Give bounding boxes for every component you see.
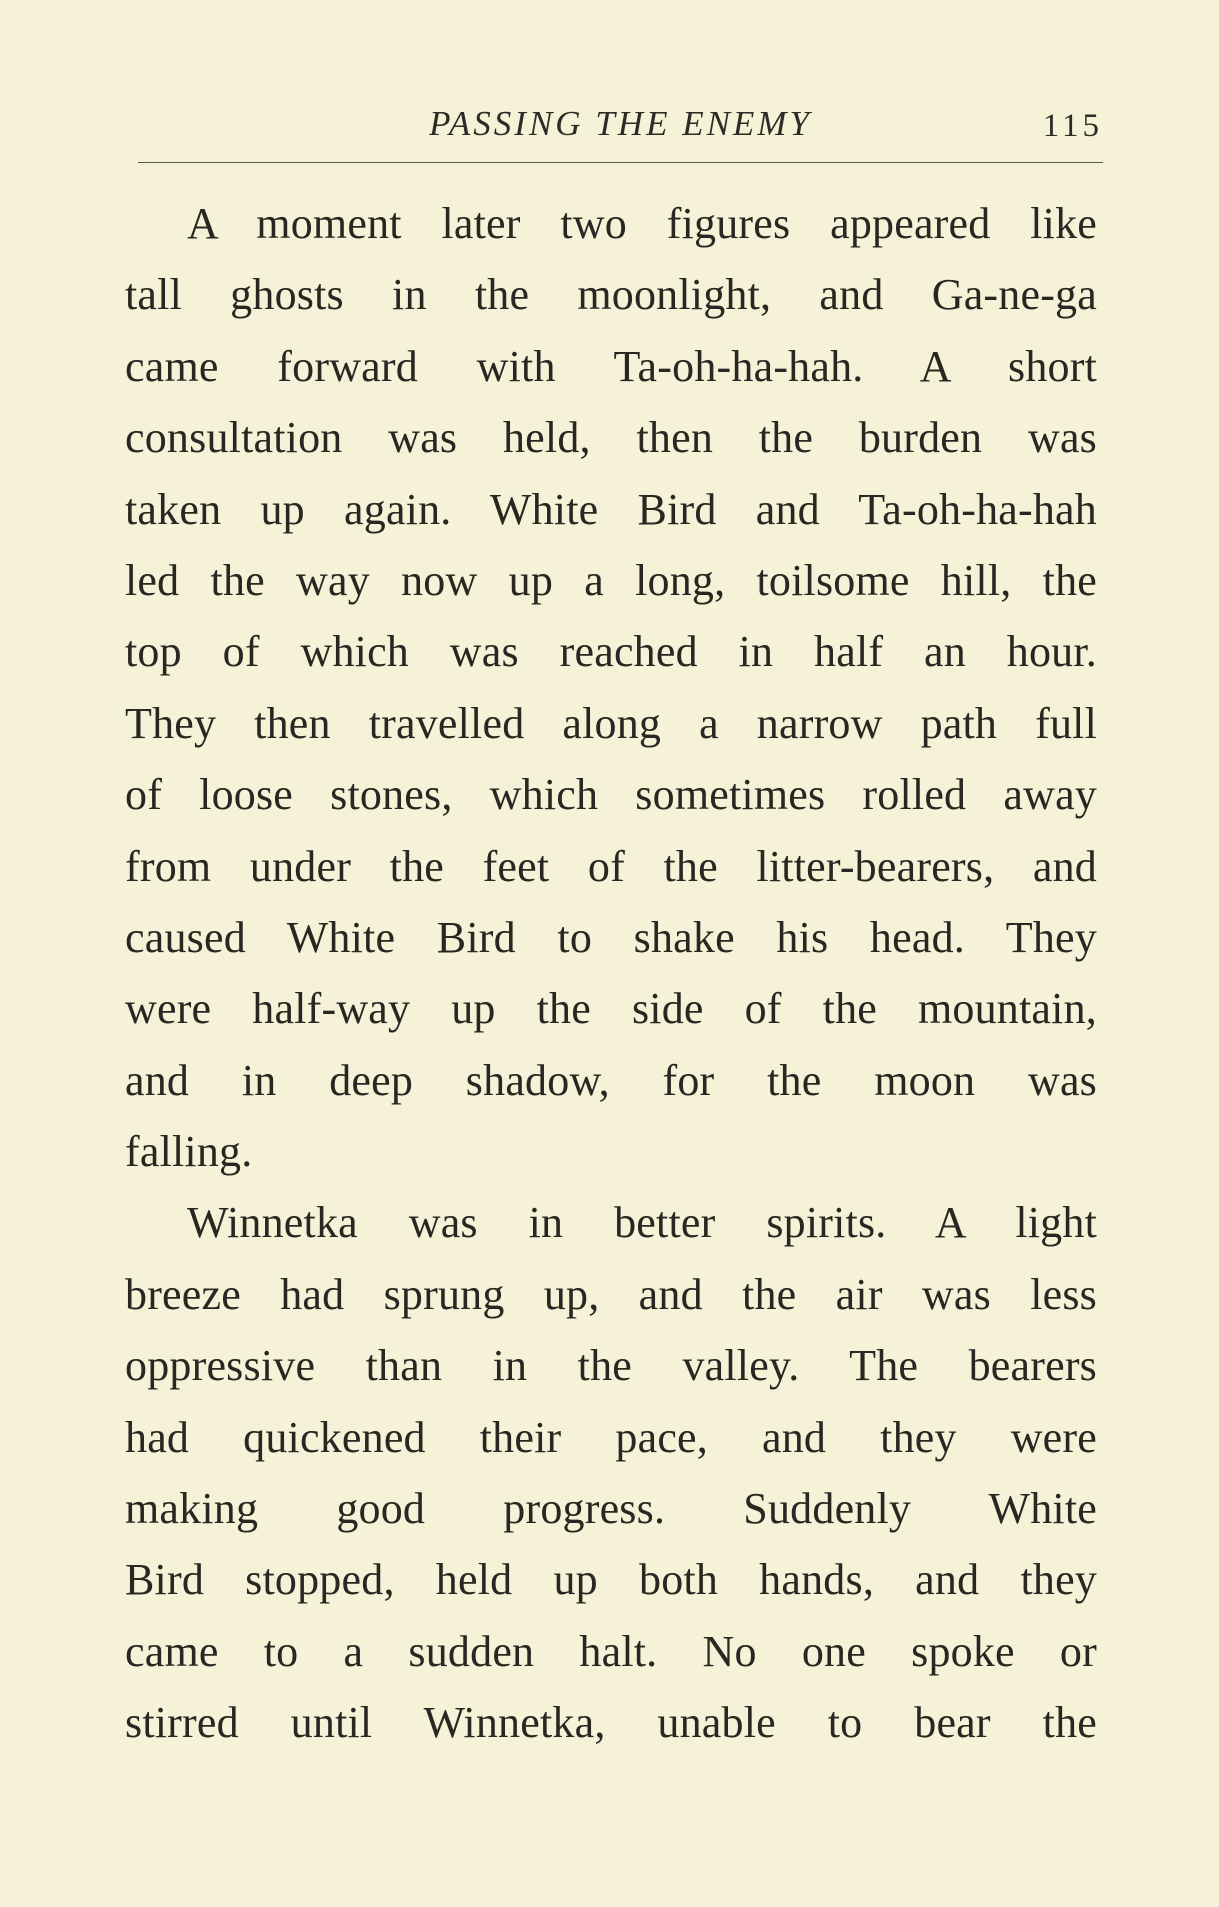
text-line: caused White Bird to shake his head. They [125, 912, 1097, 962]
text-line: Bird stopped, held up both hands, and they [125, 1555, 1097, 1605]
body-text [125, 188, 1097, 1759]
text-line: taken up again. White Bird and Ta-oh-ha-hah [125, 484, 1097, 534]
page-number: 115 [1042, 108, 1103, 144]
text-line: came forward with Ta-oh-ha-hah. A short [125, 341, 1097, 391]
text-line: oppressive than in the valley. The bearers [125, 1341, 1097, 1391]
text-line: tall ghosts in the moonlight, and Ga-ne-ga [125, 270, 1097, 320]
text-line: breeze had sprung up, and the air was less [125, 1269, 1097, 1319]
text-line: and in deep shadow, for the moon was [125, 1055, 1097, 1105]
header-rule [138, 162, 1103, 163]
text-line: top of which was reached in half an hour. [125, 627, 1097, 677]
text-line: from under the feet of the litter-bearers, and [125, 841, 1097, 891]
text-line: of loose stones, which sometimes rolled away [125, 770, 1097, 820]
text-line: were half-way up the side of the mountain, [125, 984, 1097, 1034]
text-line: came to a sudden halt. No one spoke or [125, 1626, 1097, 1676]
text-line: stirred until Winnetka, unable to bear the [125, 1698, 1097, 1748]
running-title: PASSING THE ENEMY [429, 104, 812, 143]
text-line: had quickened their pace, and they were [125, 1412, 1097, 1462]
running-head [138, 104, 1103, 154]
text-line: falling. [125, 1127, 253, 1177]
text-line: led the way now up a long, toilsome hill, the [125, 555, 1097, 605]
text-line: They then travelled along a narrow path full [125, 698, 1097, 748]
text-line: Winnetka was in better spirits. A light [187, 1198, 1097, 1248]
text-line: consultation was held, then the burden was [125, 413, 1097, 463]
text-line: A moment later two figures appeared like [187, 199, 1097, 248]
text-line: making good progress. Suddenly White [125, 1484, 1097, 1534]
